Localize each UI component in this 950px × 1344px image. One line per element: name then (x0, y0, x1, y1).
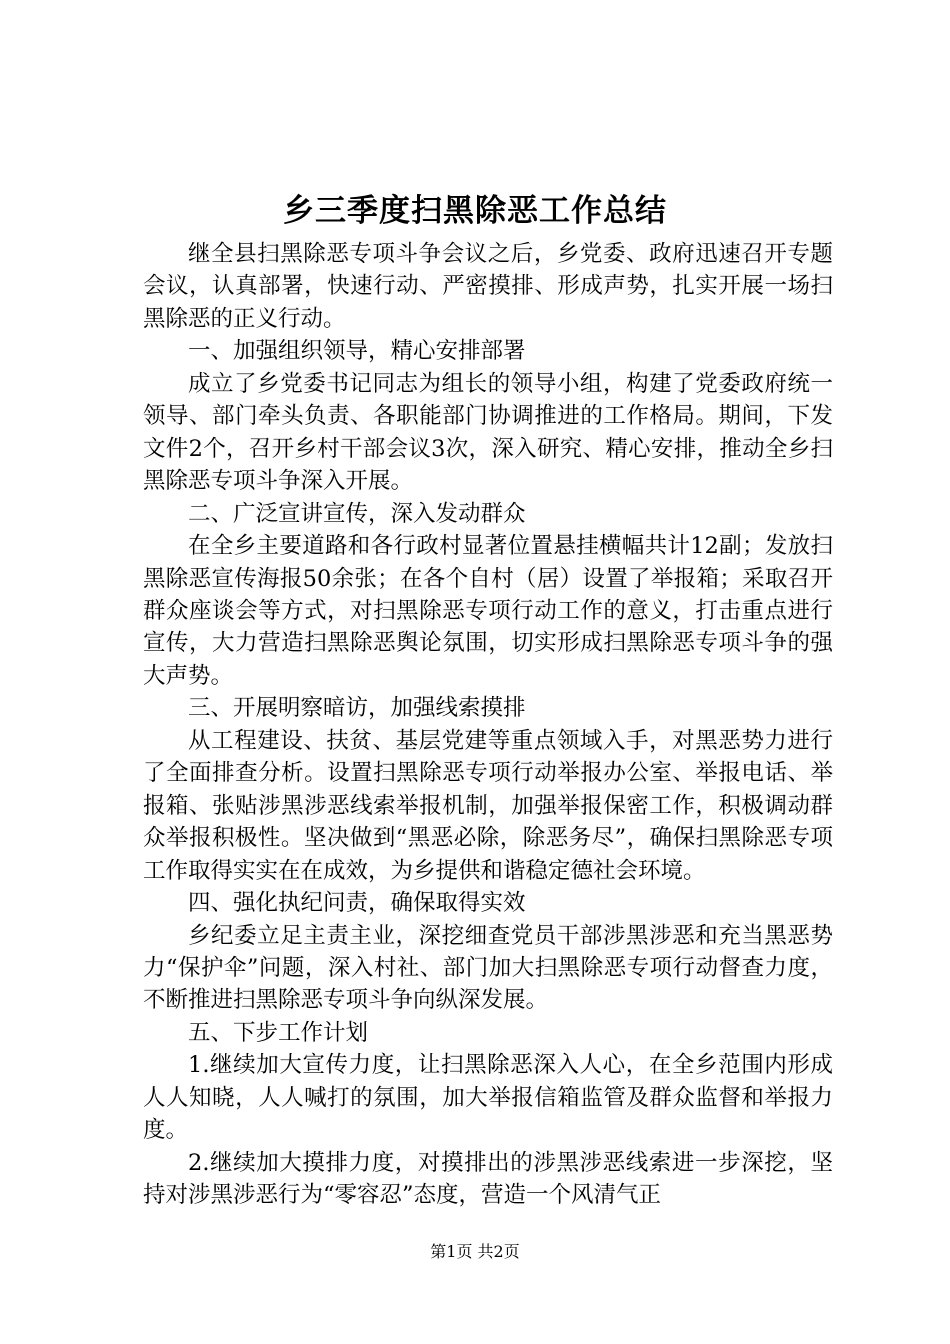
section-paragraph-1: 成立了乡党委书记同志为组长的领导小组，构建了党委政府统一领导、部门牵头负责、各职能部门协调推进的工作格局。期间，下发文件2个，召开乡村干部会议3次，深入研究、精心安排，推动全乡扫黑除恶专项斗争深入开展。 (143, 370, 833, 495)
plan-item-2: 2.继续加大摸排力度，对摸排出的涉黑涉恶线索进一步深挖，坚持对涉黑涉恶行为“零容忍”态度，营造一个风清气正 (143, 1149, 833, 1209)
section-paragraph-2: 在全乡主要道路和各行政村显著位置悬挂横幅共计12副；发放扫黑除恶宣传海报50余张；在各个自村（居）设置了举报箱；采取召开群众座谈会等方式，对扫黑除恶专项行动工作的意义，打击重点进行宣传，大力营造扫黑除恶舆论氛围，切实形成扫黑除恶专项斗争的强大声势。 (143, 533, 833, 689)
section-paragraph-4: 乡纪委立足主责主业，深挖细查党员干部涉黑涉恶和充当黑恶势力“保护伞”问题，深入村社、部门加大扫黑除恶专项行动督查力度，不断推进扫黑除恶专项斗争向纵深发展。 (143, 922, 833, 1014)
section-heading-2: 二、广泛宣讲宣传，深入发动群众 (188, 500, 526, 527)
intro-paragraph: 继全县扫黑除恶专项斗争会议之后，乡党委、政府迅速召开专题会议，认真部署，快速行动、严密摸排、形成声势，扎实开展一场扫黑除恶的正义行动。 (143, 241, 833, 332)
section-heading-1: 一、加强组织领导，精心安排部署 (188, 338, 526, 365)
page-footer: 第1页 共2页 (430, 1242, 520, 1261)
plan-item-1: 1.继续加大宣传力度，让扫黑除恶深入人心，在全乡范围内形成人人知晓，人人喊打的氛围，加大举报信箱监管及群众监督和举报力度。 (143, 1052, 833, 1144)
document-body (143, 238, 833, 1212)
document-title: 乡三季度扫黑除恶工作总结 (283, 193, 667, 229)
section-heading-5: 五、下步工作计划 (188, 1019, 369, 1046)
section-heading-4: 四、强化执纪问责，确保取得实效 (188, 890, 526, 917)
section-paragraph-3: 从工程建设、扶贫、基层党建等重点领域入手，对黑恶势力进行了全面排查分析。设置扫黑除恶专项行动举报办公室、举报电话、举报箱、张贴涉黑涉恶线索举报机制，加强举报保密工作，积极调动群众举报积极性。坚决做到“黑恶必除，除恶务尽”，确保扫黑除恶专项工作取得实实在在成效，为乡提供和谐稳定德社会环境。 (143, 727, 833, 884)
section-heading-3: 三、开展明察暗访，加强线索摸排 (188, 695, 526, 722)
